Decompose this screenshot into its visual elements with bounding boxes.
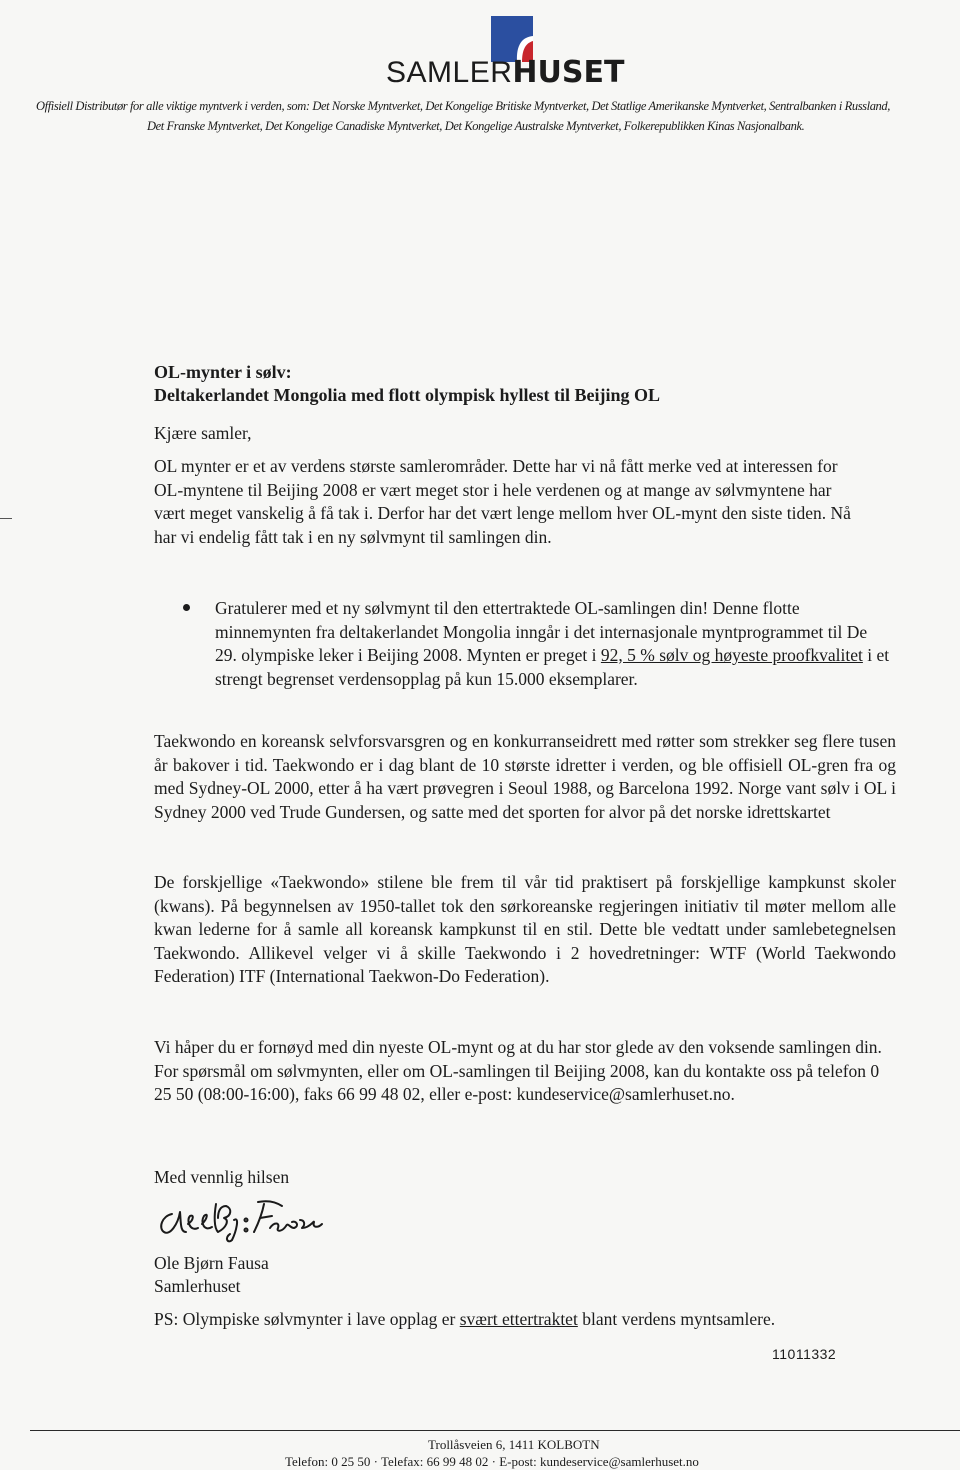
sender-name: Ole Bjørn Fausa (154, 1253, 269, 1273)
distributor-tagline-2: Det Franske Myntverket, Det Kongelige Canadiske Myntverket, Det Kongelige Australske Myntverket, Folkerepublikken Kinas Nasjonalbank. (147, 119, 805, 133)
intro-paragraph: OL mynter er et av verdens største samlerområder. Dette har vi nå fått merke ved at interessen for OL-myntene til Beijing 2008 er vært meget stor i hele verdenen og at mange av sølvmyntene har vært meget vanskelig å få tak i. Derfor har det vært lenge mellom hver OL-mynt den siste tiden. Nå har vi endelig fått tak i en ny sølvmynt til samlingen din. (154, 456, 851, 547)
footer-contact: Telefon: 0 25 50 · Telefax: 66 99 48 02 · E-post: kundeservice@samlerhuset.no (285, 1454, 699, 1469)
postscript-highlight: svært ettertraktet (459, 1309, 578, 1329)
silver-quality-highlight: 92, 5 % sølv og høyeste proofkvalitet (600, 645, 863, 665)
taekwondo-paragraph: Taekwondo en koreansk selvforsvarsgren og en konkurranseidrett med røtter som strekker seg flere tusen år bakover i tid. Taekwondo er i dag blant de 10 største idretter i verden, og ble offisiell OL-gren fra og med Sydney-OL 2000, etter å ha vært prøvegren i Seoul 1988, og Barcelona 1992. Norge vant sølv i OL i Sydney 2000 ved Trude Gundersen, og satte med det sporten for alvor på det norske idrettskartet (154, 731, 896, 822)
footer-address: Trollåsveien 6, 1411 KOLBOTN (428, 1437, 600, 1452)
bullet-text-end: i et strengt begrenset verdensopplag på kun 15.000 eksemplarer. (215, 645, 890, 689)
reference-number: 11011332 (772, 1346, 837, 1362)
contact-paragraph: Vi håper du er fornøyd med din nyeste OL-mynt og at du har stor glede av den voksende samlingen din. For spørsmål om sølvmynten, eller om OL-samlingen til Beijing 2008, kan du kontakte oss på telefon 0 25 50 (08:00-16:00), faks 66 99 48 02, eller e-post: kundeservice@samlerhuset.no. (154, 1037, 882, 1104)
postscript (154, 1308, 914, 1332)
handwritten-signature (154, 1194, 334, 1246)
brand-wordmark (386, 55, 625, 90)
salutation: Kjære samler, (154, 423, 252, 443)
brand-wordmark-part2: HUSET (512, 55, 625, 90)
closing: Med vennlig hilsen (154, 1167, 290, 1187)
sender-company: Samlerhuset (154, 1276, 241, 1296)
footer-divider (30, 1430, 960, 1431)
letter-title-line-2: Deltakerlandet Mongolia med flott olympisk hyllest til Beijing OL (154, 385, 660, 405)
letter-title-line-1: OL-mynter i sølv: (154, 362, 292, 382)
fold-mark (0, 518, 12, 519)
bullet-icon (183, 604, 190, 611)
postscript-end: blant verdens myntsamlere. (577, 1309, 776, 1329)
postscript-start: PS: Olympiske sølvmynter i lave opplag er (154, 1309, 460, 1329)
brand-wordmark-part1: SAMLER (386, 56, 513, 89)
bullet-text-start: Gratulerer med et ny sølvmynt til den ettertraktede OL-samlingen din! Denne flotte minnemynten fra deltakerlandet Mongolia inngår i det internasjonale myntprogrammet til De 29. olympiske leker i Beijing 2008. Mynten er preget i (215, 598, 868, 665)
bullet-paragraph (215, 597, 891, 691)
taekwondo-styles-paragraph: De forskjellige «Taekwondo» stilene ble frem til vår tid praktisert på forskjellige kampkunst skoler (kwans). På begynnelsen av 1950-tallet tok den sørkoreanske regjeringen initiativ til møter mellom alle kwan lederne for å samle all koreansk kampkunst til en stil. Dette ble vedtatt under samlebetegnelsen Taekwondo. Allikevel velger vi å skille Taekwondo i 2 hovedretninger: WTF (World Taekwondo Federation) ITF (International Taekwon-Do Federation). (154, 872, 896, 986)
distributor-tagline-1: Offisiell Distributør for alle viktige myntverk i verden, som: Det Norske Myntverket, Det Kongelige Britiske Myntverket, Det Statlige Amerikanske Myntverket, Sentralbanken i Russland, (36, 99, 890, 113)
